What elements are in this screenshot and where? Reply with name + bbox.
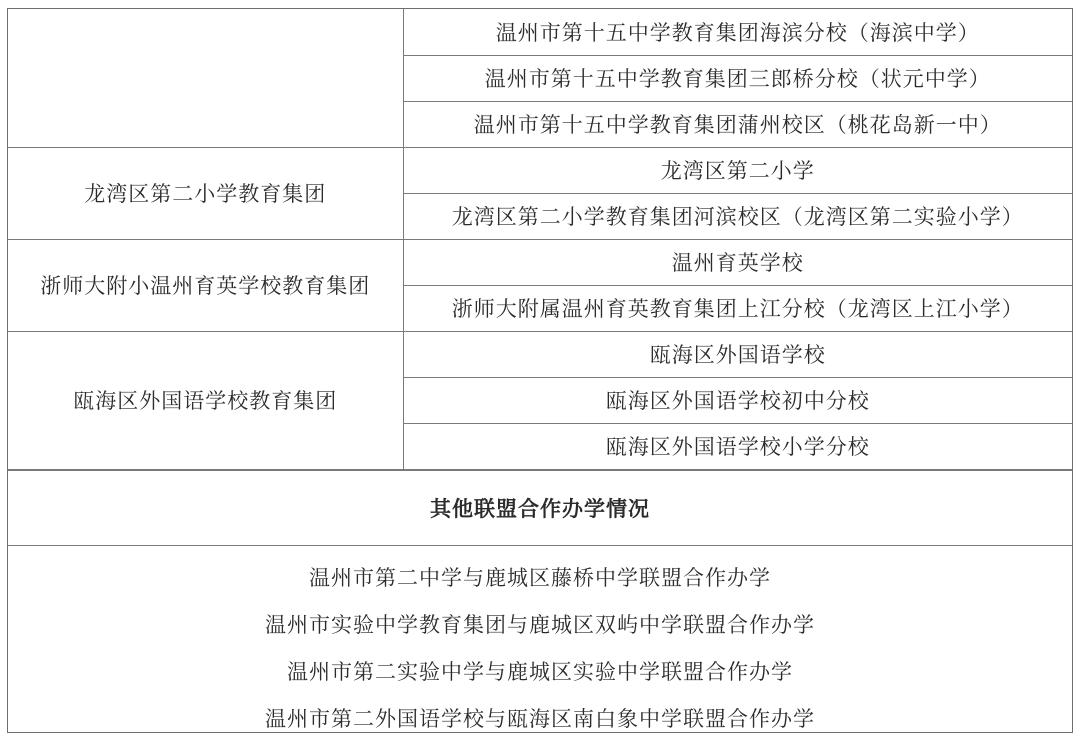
school-cell: 温州市第十五中学教育集团蒲州校区（桃花岛新一中） [403,101,1072,147]
other-section-title: 其他联盟合作办学情况 [8,470,1072,546]
school-cell: 龙湾区第二小学教育集团河滨校区（龙湾区第二实验小学） [403,193,1072,239]
group-name-cell: 浙师大附小温州育英学校教育集团 [8,239,403,331]
table-row [8,9,1072,55]
list-item: 温州市第二实验中学与鹿城区实验中学联盟合作办学 [287,659,793,684]
group-name-cell [8,9,403,147]
group-table [8,9,1072,470]
table-row [8,239,1072,285]
school-cell: 温州育英学校 [403,239,1072,285]
school-cell: 温州市第十五中学教育集团三郎桥分校（状元中学） [403,55,1072,101]
other-cooperation-list [8,546,1072,743]
school-cell: 温州市第十五中学教育集团海滨分校（海滨中学） [403,9,1072,55]
schools-table [7,8,1073,733]
school-cell: 龙湾区第二小学 [403,147,1072,193]
school-cell: 瓯海区外国语学校小学分校 [403,423,1072,469]
list-item: 温州市第二中学与鹿城区藤桥中学联盟合作办学 [309,565,771,590]
school-cell: 瓯海区外国语学校初中分校 [403,377,1072,423]
table-row [8,147,1072,193]
group-name-cell: 龙湾区第二小学教育集团 [8,147,403,239]
list-item: 温州市第二外国语学校与瓯海区南白象中学联盟合作办学 [265,706,815,731]
school-cell: 瓯海区外国语学校 [403,331,1072,377]
list-item: 温州市实验中学教育集团与鹿城区双屿中学联盟合作办学 [265,612,815,637]
school-cell: 浙师大附属温州育英教育集团上江分校（龙湾区上江小学） [403,285,1072,331]
table-row [8,331,1072,377]
group-name-cell: 瓯海区外国语学校教育集团 [8,331,403,469]
